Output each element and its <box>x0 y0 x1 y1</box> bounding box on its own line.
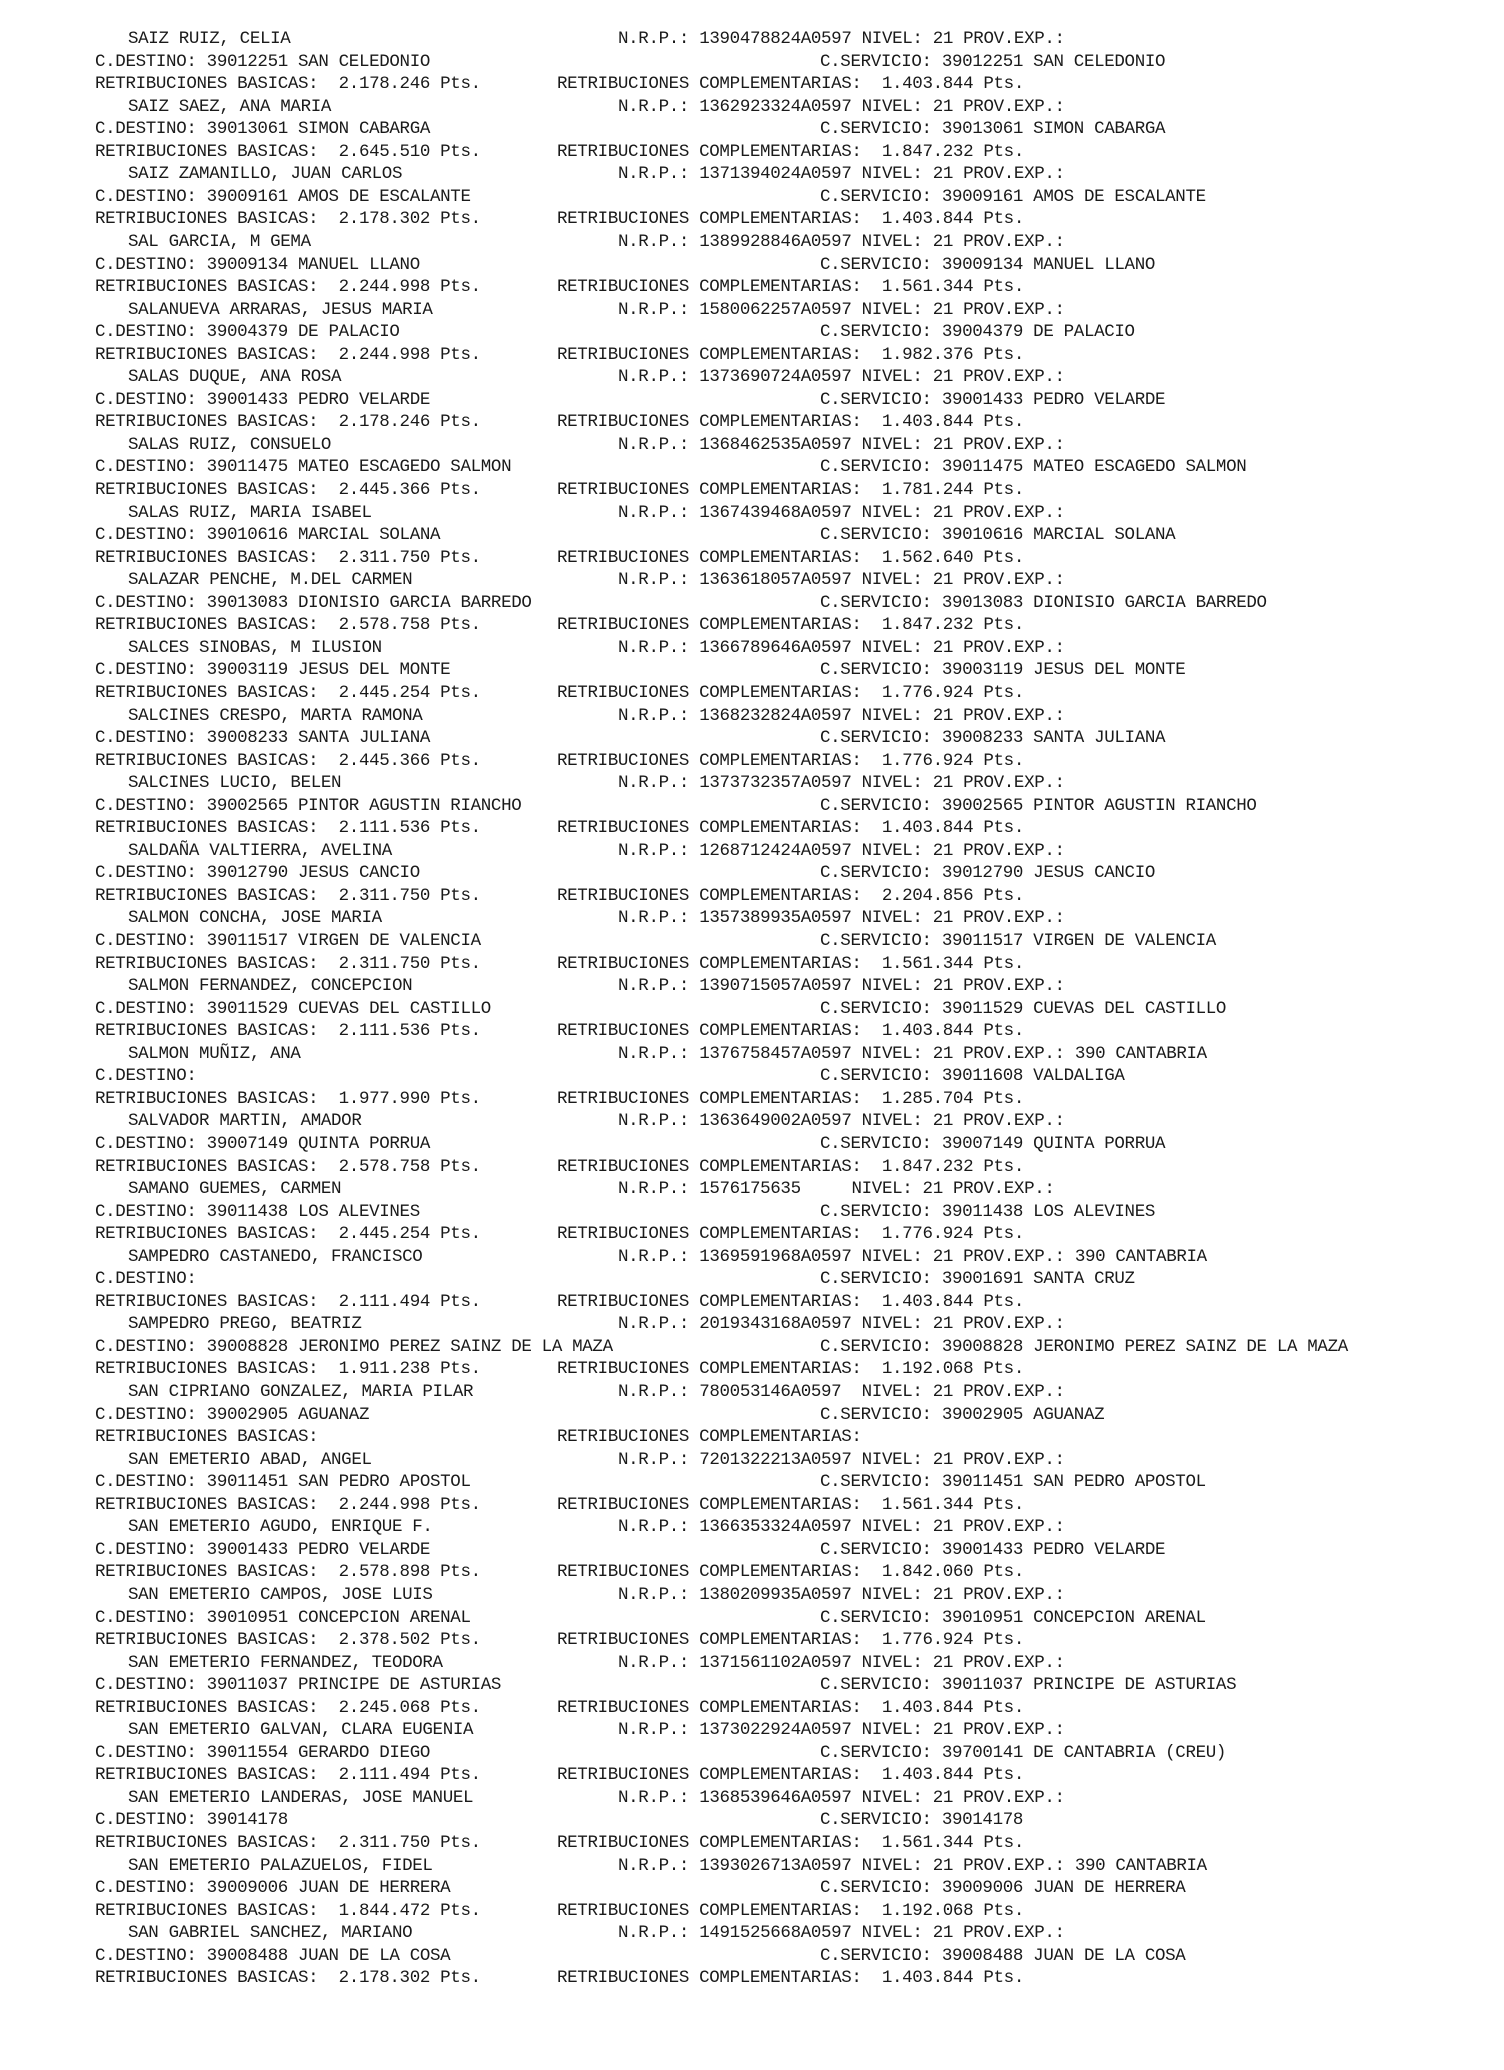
record-line <box>0 51 1504 73</box>
record-line <box>0 344 1504 366</box>
retribuciones-complementarias: RETRIBUCIONES COMPLEMENTARIAS: 1.842.060 Pts. <box>557 1562 1024 1583</box>
record-line <box>0 547 1504 569</box>
retribuciones-complementarias: RETRIBUCIONES COMPLEMENTARIAS: 1.403.844 Pts. <box>557 818 1024 839</box>
retribuciones-basicas: RETRIBUCIONES BASICAS: 2.578.898 Pts. <box>95 1562 481 1583</box>
centro-servicio: C.SERVICIO: 39009161 AMOS DE ESCALANTE <box>820 186 1206 207</box>
record-line <box>0 1855 1504 1877</box>
record-line <box>0 231 1504 253</box>
record-line <box>0 1088 1504 1110</box>
retribuciones-complementarias: RETRIBUCIONES COMPLEMENTARIAS: 1.561.344 Pts. <box>557 1494 1024 1515</box>
record-line <box>0 479 1504 501</box>
record-line <box>0 1404 1504 1426</box>
centro-destino: C.DESTINO: 39001433 PEDRO VELARDE <box>95 389 431 410</box>
centro-destino: C.DESTINO: 39013083 DIONISIO GARCIA BARREDO <box>95 592 532 613</box>
record-line <box>0 141 1504 163</box>
centro-destino: C.DESTINO: 39009161 AMOS DE ESCALANTE <box>95 186 471 207</box>
retribuciones-basicas: RETRIBUCIONES BASICAS: 2.245.068 Pts. <box>95 1697 481 1718</box>
nrp-info: N.R.P.: 1363649002A0597 NIVEL: 21 PROV.EXP.: <box>618 1111 1065 1132</box>
centro-servicio: C.SERVICIO: 39011475 MATEO ESCAGEDO SALMON <box>820 457 1247 478</box>
record-line <box>0 998 1504 1020</box>
record-line <box>0 1133 1504 1155</box>
employee-name: SAN EMETERIO CAMPOS, JOSE LUIS <box>128 1584 433 1605</box>
employee-name: SAN EMETERIO PALAZUELOS, FIDEL <box>128 1855 433 1876</box>
nrp-info: N.R.P.: 1393026713A0597 NIVEL: 21 PROV.EXP.: 390 CANTABRIA <box>618 1855 1207 1876</box>
retribuciones-complementarias: RETRIBUCIONES COMPLEMENTARIAS: 2.204.856 Pts. <box>557 885 1024 906</box>
record-line <box>0 1561 1504 1583</box>
record-line <box>0 366 1504 388</box>
retribuciones-complementarias: RETRIBUCIONES COMPLEMENTARIAS: 1.403.844 Pts. <box>557 1765 1024 1786</box>
record-line <box>0 389 1504 411</box>
nrp-info: N.R.P.: 1357389935A0597 NIVEL: 21 PROV.EXP.: <box>618 908 1065 929</box>
retribuciones-basicas: RETRIBUCIONES BASICAS: 2.645.510 Pts. <box>95 141 481 162</box>
employee-name: SAN EMETERIO ABAD, ANGEL <box>128 1449 372 1470</box>
employee-name: SAIZ RUIZ, CELIA <box>128 29 291 49</box>
employee-name: SAIZ SAEZ, ANA MARIA <box>128 96 332 117</box>
record-line <box>0 1832 1504 1854</box>
record-line <box>0 456 1504 478</box>
centro-destino: C.DESTINO: 39007149 QUINTA PORRUA <box>95 1133 431 1154</box>
centro-destino: C.DESTINO: 39008233 SANTA JULIANA <box>95 728 431 749</box>
retribuciones-basicas: RETRIBUCIONES BASICAS: 2.178.302 Pts. <box>95 1968 481 1989</box>
employee-name: SALCES SINOBAS, M ILUSION <box>128 637 382 658</box>
centro-servicio: C.SERVICIO: 39014178 <box>820 1810 1024 1831</box>
centro-servicio: C.SERVICIO: 39009006 JUAN DE HERRERA <box>820 1878 1186 1899</box>
record-line <box>0 1809 1504 1831</box>
centro-servicio: C.SERVICIO: 39009134 MANUEL LLANO <box>820 254 1156 275</box>
nrp-info: N.R.P.: 1368232824A0597 NIVEL: 21 PROV.EXP.: <box>618 705 1065 726</box>
employee-name: SALCINES LUCIO, BELEN <box>128 773 342 794</box>
centro-destino: C.DESTINO: 39003119 JESUS DEL MONTE <box>95 660 451 681</box>
centro-destino: C.DESTINO: 39001433 PEDRO VELARDE <box>95 1539 431 1560</box>
centro-servicio: C.SERVICIO: 39004379 DE PALACIO <box>820 322 1135 343</box>
record-line <box>0 614 1504 636</box>
retribuciones-basicas: RETRIBUCIONES BASICAS: 2.244.998 Pts. <box>95 277 481 298</box>
record-line <box>0 1697 1504 1719</box>
nrp-info: N.R.P.: 2019343168A0597 NIVEL: 21 PROV.EXP.: <box>618 1314 1065 1335</box>
nrp-info: N.R.P.: 1576175635 NIVEL: 21 PROV.EXP.: <box>618 1179 1055 1200</box>
centro-servicio: C.SERVICIO: 39011529 CUEVAS DEL CASTILLO <box>820 998 1227 1019</box>
record-line <box>0 299 1504 321</box>
nrp-info: N.R.P.: 1389928846A0597 NIVEL: 21 PROV.EXP.: <box>618 231 1065 252</box>
nrp-info: N.R.P.: 1369591968A0597 NIVEL: 21 PROV.EXP.: 390 CANTABRIA <box>618 1246 1207 1267</box>
record-line <box>0 659 1504 681</box>
record-line <box>0 1246 1504 1268</box>
employee-name: SAN EMETERIO LANDERAS, JOSE MANUEL <box>128 1787 474 1808</box>
record-line <box>0 1764 1504 1786</box>
employee-name: SALVADOR MARTIN, AMADOR <box>128 1111 362 1132</box>
record-line <box>0 1539 1504 1561</box>
retribuciones-complementarias: RETRIBUCIONES COMPLEMENTARIAS: 1.776.924 Pts. <box>557 750 1024 771</box>
nrp-info: N.R.P.: 1371394024A0597 NIVEL: 21 PROV.EXP.: <box>618 164 1065 185</box>
centro-servicio: C.SERVICIO: 39001691 SANTA CRUZ <box>820 1269 1135 1290</box>
record-line <box>0 772 1504 794</box>
record-line <box>0 953 1504 975</box>
record-line <box>0 28 1504 50</box>
record-line <box>0 434 1504 456</box>
centro-servicio: C.SERVICIO: 39001433 PEDRO VELARDE <box>820 1539 1166 1560</box>
retribuciones-complementarias: RETRIBUCIONES COMPLEMENTARIAS: 1.403.844 Pts. <box>557 1697 1024 1718</box>
centro-destino: C.DESTINO: 39012251 SAN CELEDONIO <box>95 51 431 72</box>
record-line <box>0 1516 1504 1538</box>
nrp-info: N.R.P.: 1368539646A0597 NIVEL: 21 PROV.EXP.: <box>618 1787 1065 1808</box>
record-line <box>0 1629 1504 1651</box>
retribuciones-basicas: RETRIBUCIONES BASICAS: 2.111.494 Pts. <box>95 1291 481 1312</box>
centro-destino: C.DESTINO: 39002905 AGUANAZ <box>95 1404 370 1425</box>
record-line <box>0 817 1504 839</box>
record-line <box>0 524 1504 546</box>
record-line <box>0 1201 1504 1223</box>
retribuciones-complementarias: RETRIBUCIONES COMPLEMENTARIAS: 1.561.344 Pts. <box>557 953 1024 974</box>
employee-name: SAN EMETERIO GALVAN, CLARA EUGENIA <box>128 1720 474 1741</box>
employee-name: SALAS RUIZ, MARIA ISABEL <box>128 502 372 523</box>
centro-servicio: C.SERVICIO: 39012790 JESUS CANCIO <box>820 863 1156 884</box>
nrp-info: N.R.P.: 1491525668A0597 NIVEL: 21 PROV.EXP.: <box>618 1923 1065 1944</box>
record-line <box>0 1110 1504 1132</box>
retribuciones-complementarias: RETRIBUCIONES COMPLEMENTARIAS: 1.847.232 Pts. <box>557 615 1024 636</box>
record-line <box>0 1900 1504 1922</box>
employee-name: SAN GABRIEL SANCHEZ, MARIANO <box>128 1923 413 1944</box>
centro-servicio: C.SERVICIO: 39013061 SIMON CABARGA <box>820 119 1166 140</box>
retribuciones-basicas: RETRIBUCIONES BASICAS: 2.578.758 Pts. <box>95 1156 481 1177</box>
employee-name: SALANUEVA ARRARAS, JESUS MARIA <box>128 299 433 320</box>
record-line <box>0 321 1504 343</box>
centro-servicio: C.SERVICIO: 39001433 PEDRO VELARDE <box>820 389 1166 410</box>
employee-name: SAN EMETERIO FERNANDEZ, TEODORA <box>128 1652 443 1673</box>
centro-servicio: C.SERVICIO: 39008233 SANTA JULIANA <box>820 728 1166 749</box>
record-line <box>0 208 1504 230</box>
record-line <box>0 637 1504 659</box>
retribuciones-complementarias: RETRIBUCIONES COMPLEMENTARIAS: 1.403.844 Pts. <box>557 412 1024 433</box>
employee-name: SAMPEDRO CASTANEDO, FRANCISCO <box>128 1246 423 1267</box>
record-line <box>0 1223 1504 1245</box>
record-line <box>0 592 1504 614</box>
record-line <box>0 1945 1504 1967</box>
nrp-info: N.R.P.: 1268712424A0597 NIVEL: 21 PROV.EXP.: <box>618 840 1065 861</box>
record-line <box>0 1043 1504 1065</box>
record-line <box>0 885 1504 907</box>
centro-destino: C.DESTINO: 39011438 LOS ALEVINES <box>95 1201 420 1222</box>
record-line <box>0 1268 1504 1290</box>
record-line <box>0 276 1504 298</box>
record-line <box>0 1471 1504 1493</box>
nrp-info: N.R.P.: 1363618057A0597 NIVEL: 21 PROV.EXP.: <box>618 570 1065 591</box>
nrp-info: N.R.P.: 1380209935A0597 NIVEL: 21 PROV.EXP.: <box>618 1584 1065 1605</box>
centro-destino: C.DESTINO: <box>95 1066 197 1087</box>
nrp-info: N.R.P.: 1371561102A0597 NIVEL: 21 PROV.EXP.: <box>618 1652 1065 1673</box>
record-line <box>0 1065 1504 1087</box>
retribuciones-complementarias: RETRIBUCIONES COMPLEMENTARIAS: 1.847.232 Pts. <box>557 1156 1024 1177</box>
record-line <box>0 705 1504 727</box>
retribuciones-complementarias: RETRIBUCIONES COMPLEMENTARIAS: 1.982.376 Pts. <box>557 344 1024 365</box>
record-line <box>0 1291 1504 1313</box>
record-line <box>0 163 1504 185</box>
record-line <box>0 1449 1504 1471</box>
retribuciones-complementarias: RETRIBUCIONES COMPLEMENTARIAS: <box>557 1427 862 1448</box>
record-line <box>0 1742 1504 1764</box>
nrp-info: N.R.P.: 1373022924A0597 NIVEL: 21 PROV.EXP.: <box>618 1720 1065 1741</box>
record-line <box>0 682 1504 704</box>
nrp-info: N.R.P.: 1366353324A0597 NIVEL: 21 PROV.EXP.: <box>618 1517 1065 1538</box>
nrp-info: N.R.P.: 1390715057A0597 NIVEL: 21 PROV.EXP.: <box>618 976 1065 997</box>
retribuciones-complementarias: RETRIBUCIONES COMPLEMENTARIAS: 1.781.244 Pts. <box>557 480 1024 500</box>
record-line <box>0 1652 1504 1674</box>
retribuciones-complementarias: RETRIBUCIONES COMPLEMENTARIAS: 1.192.068 Pts. <box>557 1359 1024 1380</box>
centro-destino: C.DESTINO: 39008828 JERONIMO PEREZ SAINZ DE LA MAZA <box>95 1336 613 1357</box>
centro-destino: C.DESTINO: 39010616 MARCIAL SOLANA <box>95 525 441 546</box>
centro-servicio: C.SERVICIO: 39008828 JERONIMO PEREZ SAINZ DE LA MAZA <box>820 1336 1348 1357</box>
centro-destino: C.DESTINO: 39014178 <box>95 1810 288 1831</box>
retribuciones-complementarias: RETRIBUCIONES COMPLEMENTARIAS: 1.192.068 Pts. <box>557 1900 1024 1921</box>
centro-servicio: C.SERVICIO: 39011608 VALDALIGA <box>820 1066 1125 1087</box>
retribuciones-basicas: RETRIBUCIONES BASICAS: 2.111.536 Pts. <box>95 818 481 839</box>
record-line <box>0 1877 1504 1899</box>
retribuciones-complementarias: RETRIBUCIONES COMPLEMENTARIAS: 1.776.924 Pts. <box>557 682 1024 703</box>
record-line <box>0 1922 1504 1944</box>
centro-servicio: C.SERVICIO: 39011438 LOS ALEVINES <box>820 1201 1156 1222</box>
retribuciones-complementarias: RETRIBUCIONES COMPLEMENTARIAS: 1.403.844 Pts. <box>557 1968 1024 1989</box>
record-line <box>0 73 1504 95</box>
retribuciones-basicas: RETRIBUCIONES BASICAS: 2.311.750 Pts. <box>95 885 481 906</box>
retribuciones-basicas: RETRIBUCIONES BASICAS: 2.445.366 Pts. <box>95 480 481 500</box>
employee-name: SAN EMETERIO AGUDO, ENRIQUE F. <box>128 1517 433 1538</box>
nrp-info: N.R.P.: 1390478824A0597 NIVEL: 21 PROV.EXP.: <box>618 29 1065 49</box>
centro-destino: C.DESTINO: 39011554 GERARDO DIEGO <box>95 1742 431 1763</box>
nrp-info: N.R.P.: 1373732357A0597 NIVEL: 21 PROV.EXP.: <box>618 773 1065 794</box>
centro-servicio: C.SERVICIO: 39011451 SAN PEDRO APOSTOL <box>820 1472 1206 1493</box>
centro-destino: C.DESTINO: 39002565 PINTOR AGUSTIN RIANCHO <box>95 795 522 816</box>
centro-destino: C.DESTINO: 39009134 MANUEL LLANO <box>95 254 420 275</box>
employee-name: SAN CIPRIANO GONZALEZ, MARIA PILAR <box>128 1382 474 1402</box>
record-line <box>0 1156 1504 1178</box>
retribuciones-complementarias: RETRIBUCIONES COMPLEMENTARIAS: 1.403.844 Pts. <box>557 209 1024 230</box>
record-line <box>0 862 1504 884</box>
retribuciones-basicas: RETRIBUCIONES BASICAS: 2.178.246 Pts. <box>95 412 481 433</box>
centro-destino: C.DESTINO: 39012790 JESUS CANCIO <box>95 863 420 884</box>
record-line <box>0 1584 1504 1606</box>
centro-servicio: C.SERVICIO: 39011037 PRINCIPE DE ASTURIAS <box>820 1675 1237 1696</box>
centro-servicio: C.SERVICIO: 39007149 QUINTA PORRUA <box>820 1133 1166 1154</box>
retribuciones-complementarias: RETRIBUCIONES COMPLEMENTARIAS: 1.561.344 Pts. <box>557 277 1024 298</box>
retribuciones-basicas: RETRIBUCIONES BASICAS: 2.311.750 Pts. <box>95 953 481 974</box>
employee-name: SAL GARCIA, M GEMA <box>128 231 311 252</box>
record-line <box>0 569 1504 591</box>
employee-name: SALAS RUIZ, CONSUELO <box>128 434 332 455</box>
retribuciones-basicas: RETRIBUCIONES BASICAS: 2.111.494 Pts. <box>95 1765 481 1786</box>
record-line <box>0 1381 1504 1403</box>
nrp-info: N.R.P.: 780053146A0597 NIVEL: 21 PROV.EXP.: <box>618 1382 1065 1402</box>
retribuciones-basicas: RETRIBUCIONES BASICAS: 2.178.302 Pts. <box>95 209 481 230</box>
record-line <box>0 1674 1504 1696</box>
nrp-info: N.R.P.: 1373690724A0597 NIVEL: 21 PROV.EXP.: <box>618 367 1065 388</box>
employee-name: SAIZ ZAMANILLO, JUAN CARLOS <box>128 164 403 185</box>
retribuciones-basicas: RETRIBUCIONES BASICAS: 2.445.254 Pts. <box>95 682 481 703</box>
record-line <box>0 1719 1504 1741</box>
record-line <box>0 1426 1504 1448</box>
retribuciones-basicas: RETRIBUCIONES BASICAS: 2.178.246 Pts. <box>95 74 481 95</box>
centro-servicio: C.SERVICIO: 39010616 MARCIAL SOLANA <box>820 525 1176 546</box>
centro-servicio: C.SERVICIO: 39700141 DE CANTABRIA (CREU) <box>820 1742 1227 1763</box>
record-line <box>0 502 1504 524</box>
retribuciones-basicas: RETRIBUCIONES BASICAS: 2.445.366 Pts. <box>95 750 481 771</box>
retribuciones-complementarias: RETRIBUCIONES COMPLEMENTARIAS: 1.285.704 Pts. <box>557 1088 1024 1109</box>
employee-name: SALMON MUÑIZ, ANA <box>128 1043 301 1064</box>
centro-servicio: C.SERVICIO: 39012251 SAN CELEDONIO <box>820 51 1166 72</box>
employee-name: SALMON CONCHA, JOSE MARIA <box>128 908 382 929</box>
centro-destino: C.DESTINO: 39009006 JUAN DE HERRERA <box>95 1878 451 1899</box>
nrp-info: N.R.P.: 1580062257A0597 NIVEL: 21 PROV.EXP.: <box>618 299 1065 320</box>
record-line <box>0 1358 1504 1380</box>
centro-destino: C.DESTINO: 39013061 SIMON CABARGA <box>95 119 431 140</box>
record-line <box>0 254 1504 276</box>
centro-destino: C.DESTINO: <box>95 1269 197 1290</box>
record-line <box>0 840 1504 862</box>
centro-destino: C.DESTINO: 39011475 MATEO ESCAGEDO SALMON <box>95 457 512 478</box>
retribuciones-basicas: RETRIBUCIONES BASICAS: 2.445.254 Pts. <box>95 1224 481 1245</box>
retribuciones-basicas: RETRIBUCIONES BASICAS: <box>95 1427 319 1448</box>
record-line <box>0 411 1504 433</box>
centro-destino: C.DESTINO: 39011529 CUEVAS DEL CASTILLO <box>95 998 491 1019</box>
nrp-info: N.R.P.: 1376758457A0597 NIVEL: 21 PROV.EXP.: 390 CANTABRIA <box>618 1043 1207 1064</box>
retribuciones-basicas: RETRIBUCIONES BASICAS: 2.578.758 Pts. <box>95 615 481 636</box>
nrp-info: N.R.P.: 1368462535A0597 NIVEL: 21 PROV.EXP.: <box>618 434 1065 455</box>
centro-servicio: C.SERVICIO: 39013083 DIONISIO GARCIA BARREDO <box>820 592 1267 613</box>
record-line <box>0 118 1504 140</box>
record-line <box>0 1607 1504 1629</box>
employee-name: SALDAÑA VALTIERRA, AVELINA <box>128 840 392 861</box>
centro-servicio: C.SERVICIO: 39003119 JESUS DEL MONTE <box>820 660 1186 681</box>
employee-name: SALAS DUQUE, ANA ROSA <box>128 367 342 388</box>
record-line <box>0 96 1504 118</box>
record-line <box>0 1020 1504 1042</box>
record-line <box>0 1313 1504 1335</box>
record-line <box>0 1494 1504 1516</box>
retribuciones-complementarias: RETRIBUCIONES COMPLEMENTARIAS: 1.403.844 Pts. <box>557 1021 1024 1042</box>
centro-servicio: C.SERVICIO: 39010951 CONCEPCION ARENAL <box>820 1607 1206 1628</box>
centro-destino: C.DESTINO: 39011517 VIRGEN DE VALENCIA <box>95 931 481 951</box>
record-line <box>0 1178 1504 1200</box>
retribuciones-basicas: RETRIBUCIONES BASICAS: 1.911.238 Pts. <box>95 1359 481 1380</box>
nrp-info: N.R.P.: 1362923324A0597 NIVEL: 21 PROV.EXP.: <box>618 96 1065 117</box>
nrp-info: N.R.P.: 1366789646A0597 NIVEL: 21 PROV.EXP.: <box>618 637 1065 658</box>
employee-name: SALAZAR PENCHE, M.DEL CARMEN <box>128 570 413 591</box>
centro-servicio: C.SERVICIO: 39011517 VIRGEN DE VALENCIA <box>820 931 1216 951</box>
centro-servicio: C.SERVICIO: 39002905 AGUANAZ <box>820 1404 1105 1425</box>
centro-destino: C.DESTINO: 39004379 DE PALACIO <box>95 322 400 343</box>
record-line <box>0 975 1504 997</box>
employee-name: SALCINES CRESPO, MARTA RAMONA <box>128 705 423 726</box>
centro-destino: C.DESTINO: 39010951 CONCEPCION ARENAL <box>95 1607 471 1628</box>
centro-servicio: C.SERVICIO: 39008488 JUAN DE LA COSA <box>820 1945 1186 1966</box>
retribuciones-basicas: RETRIBUCIONES BASICAS: 2.244.998 Pts. <box>95 344 481 365</box>
retribuciones-basicas: RETRIBUCIONES BASICAS: 2.311.750 Pts. <box>95 1833 481 1853</box>
record-line <box>0 795 1504 817</box>
record-line <box>0 907 1504 929</box>
retribuciones-basicas: RETRIBUCIONES BASICAS: 2.244.998 Pts. <box>95 1494 481 1515</box>
centro-destino: C.DESTINO: 39011037 PRINCIPE DE ASTURIAS <box>95 1675 502 1696</box>
nrp-info: N.R.P.: 7201322213A0597 NIVEL: 21 PROV.EXP.: <box>618 1449 1065 1470</box>
retribuciones-complementarias: RETRIBUCIONES COMPLEMENTARIAS: 1.847.232 Pts. <box>557 141 1024 162</box>
retribuciones-basicas: RETRIBUCIONES BASICAS: 2.378.502 Pts. <box>95 1630 481 1651</box>
centro-destino: C.DESTINO: 39008488 JUAN DE LA COSA <box>95 1945 451 1966</box>
retribuciones-basicas: RETRIBUCIONES BASICAS: 1.977.990 Pts. <box>95 1088 481 1109</box>
record-line <box>0 750 1504 772</box>
retribuciones-basicas: RETRIBUCIONES BASICAS: 2.311.750 Pts. <box>95 547 481 568</box>
employee-name: SAMANO GUEMES, CARMEN <box>128 1179 342 1200</box>
centro-servicio: C.SERVICIO: 39002565 PINTOR AGUSTIN RIANCHO <box>820 795 1257 816</box>
record-line <box>0 930 1504 952</box>
record-line <box>0 1967 1504 1989</box>
centro-destino: C.DESTINO: 39011451 SAN PEDRO APOSTOL <box>95 1472 471 1493</box>
retribuciones-complementarias: RETRIBUCIONES COMPLEMENTARIAS: 1.403.844 Pts. <box>557 74 1024 95</box>
retribuciones-basicas: RETRIBUCIONES BASICAS: 2.111.536 Pts. <box>95 1021 481 1042</box>
employee-name: SAMPEDRO PREGO, BEATRIZ <box>128 1314 362 1335</box>
nrp-info: N.R.P.: 1367439468A0597 NIVEL: 21 PROV.EXP.: <box>618 502 1065 523</box>
retribuciones-complementarias: RETRIBUCIONES COMPLEMENTARIAS: 1.562.640 Pts. <box>557 547 1024 568</box>
record-line <box>0 1787 1504 1809</box>
record-line <box>0 727 1504 749</box>
employee-name: SALMON FERNANDEZ, CONCEPCION <box>128 976 413 997</box>
retribuciones-basicas: RETRIBUCIONES BASICAS: 1.844.472 Pts. <box>95 1900 481 1921</box>
record-line <box>0 1336 1504 1358</box>
record-line <box>0 186 1504 208</box>
retribuciones-complementarias: RETRIBUCIONES COMPLEMENTARIAS: 1.561.344 Pts. <box>557 1833 1024 1853</box>
retribuciones-complementarias: RETRIBUCIONES COMPLEMENTARIAS: 1.776.924 Pts. <box>557 1630 1024 1651</box>
retribuciones-complementarias: RETRIBUCIONES COMPLEMENTARIAS: 1.403.844 Pts. <box>557 1291 1024 1312</box>
retribuciones-complementarias: RETRIBUCIONES COMPLEMENTARIAS: 1.776.924 Pts. <box>557 1224 1024 1245</box>
